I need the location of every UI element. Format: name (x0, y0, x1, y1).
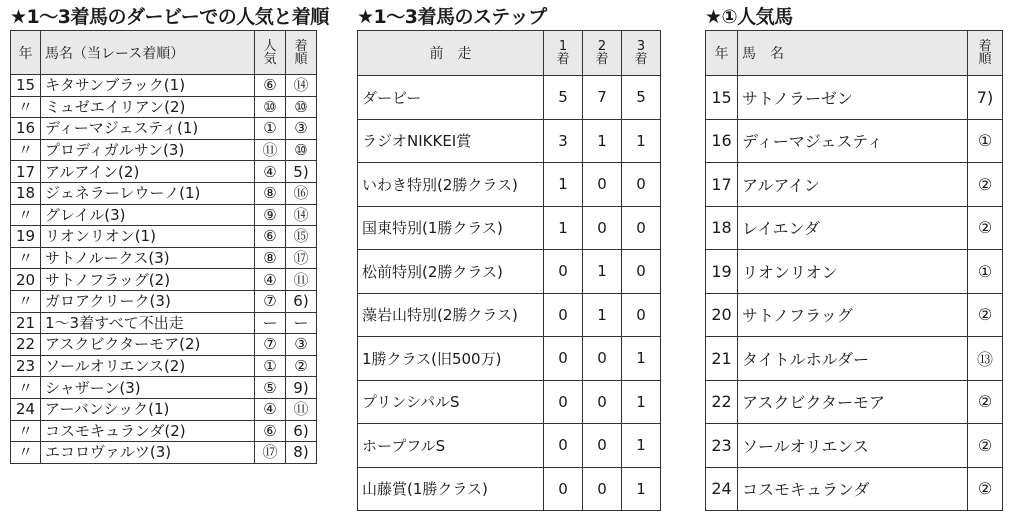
horse-name-cell: ジェネラーレウーノ(1) (41, 182, 255, 204)
table-row (706, 119, 1003, 163)
table-row (11, 118, 317, 140)
popularity-cell: ⑦ (255, 334, 286, 356)
table-row (706, 424, 1003, 468)
horse-name-cell: キタサンブラック(1) (41, 75, 255, 97)
finish-cell: ③ (286, 334, 317, 356)
finish-cell: ー (286, 312, 317, 334)
prev-race-cell: ラジオNIKKEI賞 (358, 119, 544, 163)
first-count-cell: 0 (544, 293, 583, 337)
second-count-cell: 0 (583, 206, 622, 250)
step-race-title: ★1〜3着馬のステップ (357, 6, 547, 28)
finish-cell: ⑰ (286, 247, 317, 269)
first-count-cell: 3 (544, 119, 583, 163)
prev-race-cell: 山藤賞(1勝クラス) (358, 467, 544, 511)
popularity-cell: ⑦ (255, 290, 286, 312)
horse-name-cell: コスモキュランダ(2) (41, 420, 255, 442)
horse-name-cell: 1〜3着すべて不出走 (41, 312, 255, 334)
horse-name-cell: タイトルホルダー (738, 337, 968, 381)
finish-cell: ② (968, 424, 1003, 468)
derby-popularity-panel (10, 4, 329, 464)
horse-name-cell: シャザーン(3) (41, 377, 255, 399)
table-row (706, 337, 1003, 381)
finish-header: 着 順 (968, 31, 1003, 76)
table-row (358, 380, 661, 424)
prev-race-cell: ホープフルS (358, 424, 544, 468)
horse-name-cell: エコロヴァルツ(3) (41, 442, 255, 464)
horse-header: 馬 名 (738, 31, 968, 76)
second-count-cell: 1 (583, 250, 622, 294)
horse-name-cell: グレイル(3) (41, 204, 255, 226)
year-cell: 21 (706, 337, 738, 381)
second-count-cell: 1 (583, 293, 622, 337)
table-row (358, 250, 661, 294)
year-cell: 〃 (11, 139, 41, 161)
favorite-title: ★①人気馬 (705, 6, 793, 28)
horse-name-cell: ガロアクリーク(3) (41, 290, 255, 312)
step-race-table (357, 30, 661, 511)
first-count-cell: 0 (544, 337, 583, 381)
year-cell: 15 (706, 76, 738, 120)
finish-cell: ② (968, 163, 1003, 207)
horse-name-cell: サトノラーゼン (738, 76, 968, 120)
popularity-cell: ① (255, 118, 286, 140)
first-header: 1 着 (544, 31, 583, 76)
horse-name-cell: アスクビクターモア (738, 380, 968, 424)
third-count-cell: 0 (622, 206, 661, 250)
prev-race-cell: 1勝クラス(旧500万) (358, 337, 544, 381)
third-count-cell: 0 (622, 250, 661, 294)
year-cell: 19 (11, 226, 41, 248)
horse-name-cell: リオンリオン (738, 250, 968, 294)
popularity-cell: ー (255, 312, 286, 334)
popularity-cell: ⑥ (255, 226, 286, 248)
horse-header: 馬名（当レース着順） (41, 31, 255, 75)
third-count-cell: 1 (622, 337, 661, 381)
second-count-cell: 0 (583, 424, 622, 468)
finish-cell: ② (968, 467, 1003, 511)
finish-header: 着 順 (286, 31, 317, 75)
finish-cell: ⑭ (286, 204, 317, 226)
first-count-cell: 0 (544, 250, 583, 294)
third-count-cell: 0 (622, 293, 661, 337)
table-row (11, 96, 317, 118)
horse-name-cell: サトノルークス(3) (41, 247, 255, 269)
popularity-cell: ⑧ (255, 182, 286, 204)
table-row (11, 161, 317, 183)
year-cell: 24 (11, 398, 41, 420)
prev-race-cell: 国東特別(1勝クラス) (358, 206, 544, 250)
second-count-cell: 1 (583, 119, 622, 163)
finish-cell: ② (968, 380, 1003, 424)
horse-name-cell: ディーマジェスティ(1) (41, 118, 255, 140)
popularity-cell: ④ (255, 161, 286, 183)
table-row (358, 163, 661, 207)
prev-race-cell: 松前特別(2勝クラス) (358, 250, 544, 294)
finish-cell: ⑮ (286, 226, 317, 248)
first-count-cell: 5 (544, 76, 583, 120)
year-cell: 〃 (11, 377, 41, 399)
popularity-cell: ④ (255, 269, 286, 291)
year-cell: 〃 (11, 290, 41, 312)
horse-name-cell: ソールオリエンス (738, 424, 968, 468)
first-count-cell: 1 (544, 163, 583, 207)
derby-popularity-title: ★1〜3着馬のダービーでの人気と着順 (10, 6, 329, 28)
finish-cell: ⑯ (286, 182, 317, 204)
table-row (358, 424, 661, 468)
year-cell: 24 (706, 467, 738, 511)
popularity-cell: ⑤ (255, 377, 286, 399)
horse-name-cell: アルアイン (738, 163, 968, 207)
prev-race-cell: ダービー (358, 76, 544, 120)
table-row (11, 334, 317, 356)
table-row (358, 76, 661, 120)
table-row (11, 355, 317, 377)
third-count-cell: 5 (622, 76, 661, 120)
popularity-cell: ⑥ (255, 420, 286, 442)
finish-cell: ⑪ (286, 398, 317, 420)
second-count-cell: 0 (583, 337, 622, 381)
year-cell: 22 (11, 334, 41, 356)
table-row (11, 182, 317, 204)
prev-race-header: 前 走 (358, 31, 544, 76)
finish-cell: 7) (968, 76, 1003, 120)
popularity-cell: ⑩ (255, 96, 286, 118)
horse-name-cell: リオンリオン(1) (41, 226, 255, 248)
finish-cell: ② (968, 206, 1003, 250)
table-row (11, 312, 317, 334)
third-count-cell: 1 (622, 424, 661, 468)
second-header: 2 着 (583, 31, 622, 76)
first-count-cell: 0 (544, 467, 583, 511)
finish-cell: ① (968, 119, 1003, 163)
popularity-cell: ⑰ (255, 442, 286, 464)
horse-name-cell: ソールオリエンス(2) (41, 355, 255, 377)
finish-cell: ① (968, 250, 1003, 294)
popularity-cell: ⑥ (255, 75, 286, 97)
table-row (358, 293, 661, 337)
popularity-cell: ⑪ (255, 139, 286, 161)
favorite-panel (705, 4, 1003, 511)
year-cell: 22 (706, 380, 738, 424)
horse-name-cell: レイエンダ (738, 206, 968, 250)
year-cell: 17 (706, 163, 738, 207)
finish-cell: 8) (286, 442, 317, 464)
table-row (706, 250, 1003, 294)
derby-popularity-table (10, 30, 317, 464)
horse-name-cell: サトノフラッグ(2) (41, 269, 255, 291)
horse-name-cell: アスクビクターモア(2) (41, 334, 255, 356)
third-count-cell: 1 (622, 119, 661, 163)
horse-name-cell: コスモキュランダ (738, 467, 968, 511)
finish-cell: 9) (286, 377, 317, 399)
table-header-row (706, 31, 1003, 76)
popularity-cell: ① (255, 355, 286, 377)
table-row (706, 380, 1003, 424)
year-header: 年 (11, 31, 41, 75)
year-cell: 〃 (11, 442, 41, 464)
table-header-row (358, 31, 661, 76)
popularity-header: 人 気 (255, 31, 286, 75)
table-row (706, 163, 1003, 207)
year-cell: 〃 (11, 247, 41, 269)
table-row (11, 420, 317, 442)
table-row (358, 206, 661, 250)
table-row (11, 377, 317, 399)
year-cell: 16 (11, 118, 41, 140)
table-row (11, 442, 317, 464)
prev-race-cell: 藻岩山特別(2勝クラス) (358, 293, 544, 337)
prev-race-cell: いわき特別(2勝クラス) (358, 163, 544, 207)
popularity-cell: ⑧ (255, 247, 286, 269)
table-row (11, 247, 317, 269)
year-cell: 〃 (11, 420, 41, 442)
first-count-cell: 1 (544, 206, 583, 250)
year-cell: 20 (706, 293, 738, 337)
year-cell: 23 (11, 355, 41, 377)
horse-name-cell: ディーマジェスティ (738, 119, 968, 163)
finish-cell: ⑭ (286, 75, 317, 97)
horse-name-cell: サトノフラッグ (738, 293, 968, 337)
table-row (11, 290, 317, 312)
second-count-cell: 7 (583, 76, 622, 120)
table-row (358, 119, 661, 163)
popularity-cell: ⑨ (255, 204, 286, 226)
year-cell: 18 (706, 206, 738, 250)
table-row (706, 293, 1003, 337)
third-header: 3 着 (622, 31, 661, 76)
third-count-cell: 0 (622, 163, 661, 207)
table-row (706, 206, 1003, 250)
year-cell: 16 (706, 119, 738, 163)
year-header: 年 (706, 31, 738, 76)
first-count-cell: 0 (544, 424, 583, 468)
year-cell: 19 (706, 250, 738, 294)
second-count-cell: 0 (583, 380, 622, 424)
table-row (11, 226, 317, 248)
table-row (358, 337, 661, 381)
table-row (11, 75, 317, 97)
finish-cell: ② (968, 293, 1003, 337)
year-cell: 18 (11, 182, 41, 204)
prev-race-cell: プリンシパルS (358, 380, 544, 424)
finish-cell: ⑩ (286, 96, 317, 118)
finish-cell: ② (286, 355, 317, 377)
finish-cell: ③ (286, 118, 317, 140)
finish-cell: 6) (286, 290, 317, 312)
table-row (358, 467, 661, 511)
first-count-cell: 0 (544, 380, 583, 424)
finish-cell: ⑪ (286, 269, 317, 291)
finish-cell: ⑩ (286, 139, 317, 161)
table-row (706, 467, 1003, 511)
third-count-cell: 1 (622, 380, 661, 424)
horse-name-cell: アルアイン(2) (41, 161, 255, 183)
year-cell: 15 (11, 75, 41, 97)
step-race-panel (357, 4, 661, 511)
table-row (11, 139, 317, 161)
second-count-cell: 0 (583, 163, 622, 207)
popularity-cell: ④ (255, 398, 286, 420)
table-header-row (11, 31, 317, 75)
table-row (706, 76, 1003, 120)
horse-name-cell: プロディガルサン(3) (41, 139, 255, 161)
year-cell: 17 (11, 161, 41, 183)
table-row (11, 204, 317, 226)
favorite-table (705, 30, 1003, 511)
finish-cell: ⑬ (968, 337, 1003, 381)
year-cell: 21 (11, 312, 41, 334)
table-row (11, 269, 317, 291)
third-count-cell: 1 (622, 467, 661, 511)
year-cell: 23 (706, 424, 738, 468)
finish-cell: 6) (286, 420, 317, 442)
horse-name-cell: アーバンシック(1) (41, 398, 255, 420)
year-cell: 〃 (11, 204, 41, 226)
finish-cell: 5) (286, 161, 317, 183)
horse-name-cell: ミュゼエイリアン(2) (41, 96, 255, 118)
second-count-cell: 0 (583, 467, 622, 511)
year-cell: 20 (11, 269, 41, 291)
table-row (11, 398, 317, 420)
year-cell: 〃 (11, 96, 41, 118)
